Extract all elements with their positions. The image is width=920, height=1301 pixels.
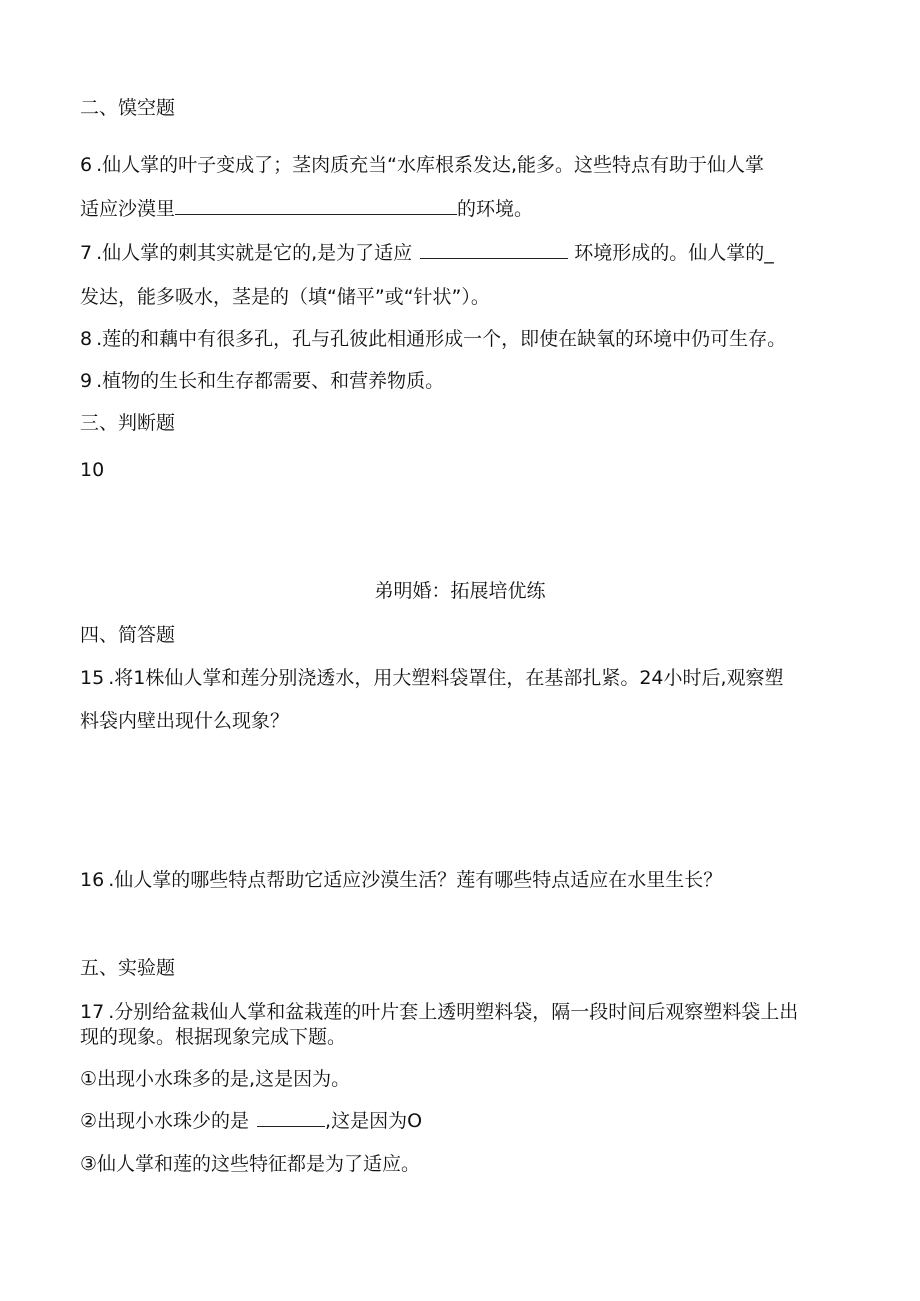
section-short-answer-heading: 四、简答题	[80, 624, 176, 646]
question-8	[80, 326, 786, 352]
question-number: 8	[80, 328, 93, 350]
question-text: 的环境。	[457, 198, 534, 220]
question-17-sub-2	[80, 1108, 422, 1134]
question-text: .将1株仙人掌和莲分别浇透水，用大塑料袋罩住，在基部扎紧。24小时后,观察塑	[108, 667, 784, 689]
question-text: .植物的生长和生存都需要、和营养物质。	[96, 370, 445, 392]
question-number: 7	[80, 242, 93, 264]
subtitle: 弟明婚：拓展培优练	[374, 580, 546, 602]
answer-blank[interactable]	[175, 196, 457, 215]
question-15-line-2: 料袋内壁出现什么现象？	[80, 710, 290, 732]
question-text: .莲的和藕中有很多孔，孔与孔彼此相通形成一个，即使在缺氧的环境中仍可生存。	[96, 328, 787, 350]
question-number: 16	[80, 869, 105, 891]
question-text: ,这是因为O	[325, 1110, 423, 1132]
question-text: .分别给盆栽仙人掌和盆栽莲的叶片套上透明塑料袋，隔一段时间后观察塑料袋上出	[108, 1001, 799, 1023]
question-17-sub-3: ③仙人掌和莲的这些特征都是为了适应。	[80, 1153, 421, 1175]
section-experiment-heading: 五、实验题	[80, 957, 176, 979]
question-17-line-1	[80, 999, 798, 1025]
question-number: 15	[80, 667, 105, 689]
question-text: 环境形成的。仙人掌的_	[574, 242, 774, 264]
question-number: 6	[80, 154, 93, 176]
question-text: .仙人掌的哪些特点帮助它适应沙漠生活？莲有哪些特点适应在水里生长？	[108, 869, 723, 891]
question-15-line-1	[80, 665, 784, 691]
section-true-false-heading: 三、判断题	[80, 412, 176, 434]
question-text: 适应沙漠里	[80, 198, 176, 220]
question-number: 9	[80, 370, 93, 392]
question-7-line-2: 发达，能多吸水，茎是的（填“储平”或“针状”）。	[80, 286, 490, 308]
question-6-line-2	[80, 196, 533, 222]
question-text: ②出现小水珠少的是	[80, 1110, 250, 1132]
question-text: .仙人掌的叶子变成了；茎肉质充当“水库根系发达,能多。这些特点有助于仙人掌	[96, 154, 765, 176]
question-10: 10	[80, 459, 105, 481]
question-7-line-1	[80, 240, 774, 266]
section-fill-blank-heading: 二、馍空题	[80, 97, 176, 119]
answer-blank[interactable]	[257, 1108, 325, 1127]
question-9	[80, 368, 444, 394]
question-text: .仙人掌的刺其实就是它的,是为了适应	[96, 242, 413, 264]
answer-blank[interactable]	[420, 240, 568, 259]
question-16	[80, 867, 722, 893]
question-6-line-1	[80, 152, 764, 178]
question-17-sub-1: ①出现小水珠多的是,这是因为。	[80, 1068, 351, 1090]
question-17-line-2: 现的现象。根据现象完成下题。	[80, 1026, 347, 1048]
question-number: 17	[80, 1001, 105, 1023]
